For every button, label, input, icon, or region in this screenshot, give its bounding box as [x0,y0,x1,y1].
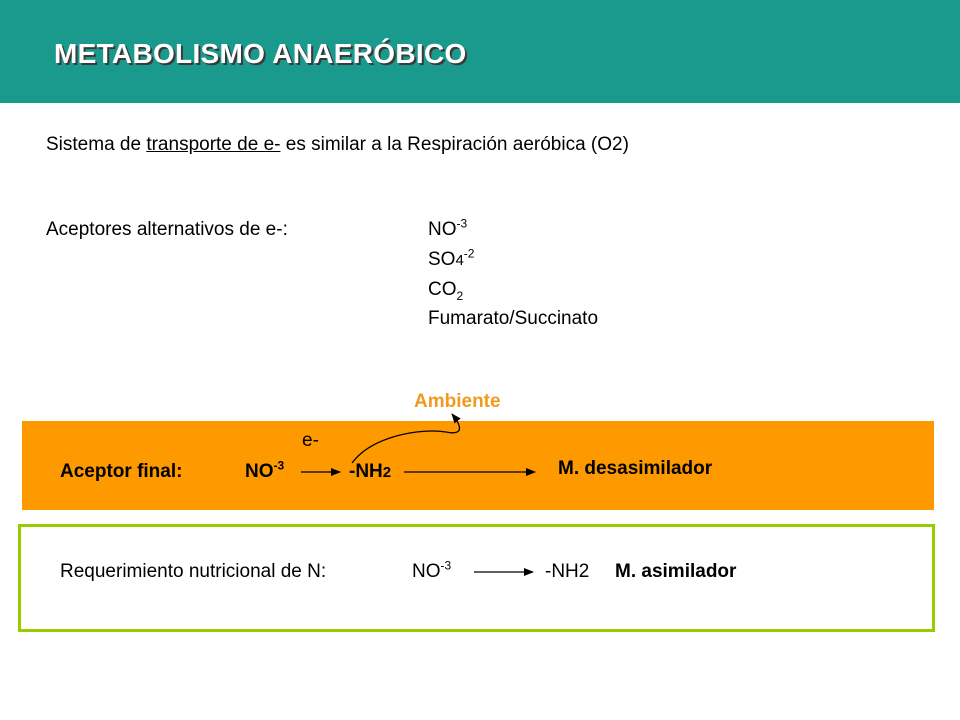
nitrate-formula [245,458,285,483]
nitrate-charge: -3 [273,458,285,473]
page-title: METABOLISMO ANAERÓBICO [54,38,467,69]
amine-subscript: 2 [382,464,392,481]
nitrate-charge: -3 [440,558,452,573]
amine-formula [349,461,391,483]
acceptor-co2 [428,279,463,301]
assimilatory-label: M. asimilador [615,561,737,582]
underlined-phrase: transporte de e- [146,134,281,155]
electron-label: e- [302,430,319,451]
acceptor-base: SO [428,249,456,270]
acceptor-fumarate [428,308,598,330]
acceptor-charge: -3 [456,216,468,231]
final-acceptor-label: Aceptor final: [60,461,183,482]
acceptor-sulfate [428,246,475,271]
acceptor-subscript: 2 [456,288,464,303]
sentence-start: Sistema de [46,134,147,155]
dissimilatory-label: M. desasimilador [558,458,713,479]
acceptor-base: CO [428,279,457,300]
transport-sentence [46,134,629,156]
acceptor-base: Fumarato/Succinato [428,308,599,329]
acceptor-base: NO [428,219,457,240]
nitrate-base: NO [412,561,441,582]
acceptor-charge: -2 [463,246,475,261]
nutritional-nitrate [412,558,452,583]
acceptor-subscript: 4 [455,252,464,269]
amine-base: -NH [349,461,383,482]
nitrate-base: NO [245,461,274,482]
sentence-end: es similar a la Respiración aeróbica (O2) [280,134,629,155]
nutritional-amine: -NH2 [545,561,590,582]
acceptors-label: Aceptores alternativos de e-: [46,219,288,240]
acceptor-nitrate [428,216,468,241]
nutritional-label: Requerimiento nutricional de N: [60,561,327,582]
ambiente-label: Ambiente [414,391,501,412]
